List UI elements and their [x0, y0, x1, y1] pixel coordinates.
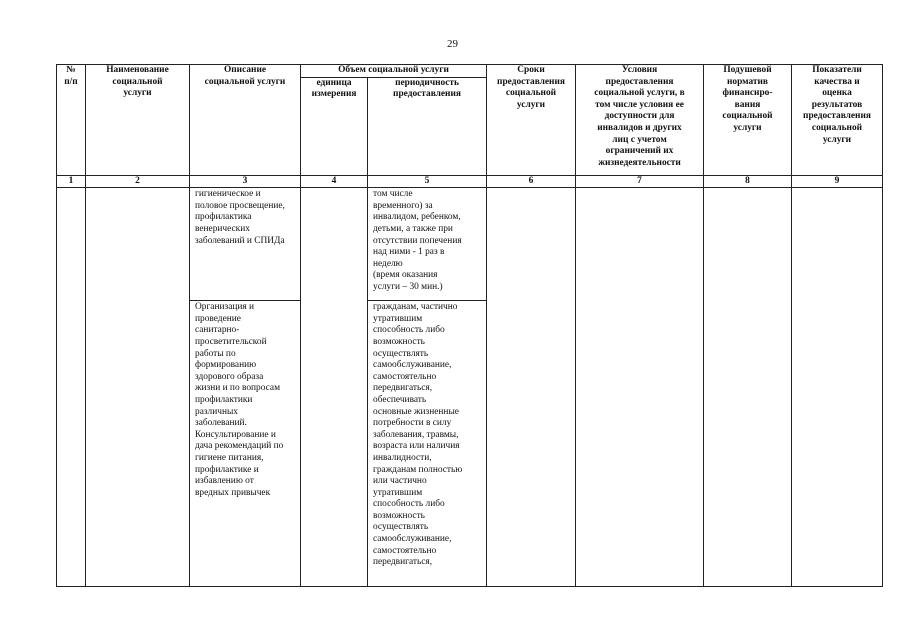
column-number: 3 [190, 175, 301, 188]
cell-quality [792, 188, 883, 587]
cell-financing [704, 188, 792, 587]
table-row [57, 188, 883, 301]
cell-periodicity: гражданам, частично утратившим способность либо возможность осуществлять самообслуживание, самостоятельно передвигаться, обеспечивать основные жизненные потребности в силу заболевания, травмы, возраста или наличия инвалидности, гражданам полностью или частично утратившим способность либо возможность осуществлять самообслуживание, самостоятельно передвигаться, [368, 301, 487, 587]
header-number: № п/п [57, 65, 86, 176]
column-number: 6 [487, 175, 576, 188]
column-number: 7 [576, 175, 704, 188]
header-volume-group: Объем социальной услуги [301, 65, 487, 78]
cell-description: Организация и проведение санитарно- просветительской работы по формированию здорового образа жизни и по вопросам профилактики различных заболеваний. Консультирование и дача рекомендаций по гигиене питания, профилактике и избавлению от вредных привычек [190, 301, 301, 587]
column-number: 9 [792, 175, 883, 188]
header-financing: Подушевой норматив финансиро- вания социальной услуги [704, 65, 792, 176]
column-number: 8 [704, 175, 792, 188]
services-table [56, 64, 883, 587]
cell-periodicity: том числе временного) за инвалидом, ребенком, детьми, а также при отсутствии попечения над ними - 1 раз в неделю (время оказания услуги – 30 мин.) [368, 188, 487, 301]
column-numbers-row [57, 175, 883, 188]
page-number: 29 [447, 38, 458, 50]
column-number: 2 [86, 175, 190, 188]
column-number: 5 [368, 175, 487, 188]
header-service-name: Наименование социальной услуги [86, 65, 190, 176]
header-description: Описание социальной услуги [190, 65, 301, 176]
header-periodicity: периодичность предоставления [368, 77, 487, 175]
header-terms: Сроки предоставления социальной услуги [487, 65, 576, 176]
cell-description: гигиеническое и половое просвещение, профилактика венерических заболеваний и СПИДа [190, 188, 301, 301]
header-unit: единица измерения [301, 77, 368, 175]
cell-number [57, 188, 86, 587]
cell-conditions [576, 188, 704, 587]
column-number: 4 [301, 175, 368, 188]
header-quality: Показатели качества и оценка результатов предоставления социальной услуги [792, 65, 883, 176]
cell-service-name [86, 188, 190, 587]
cell-unit [301, 188, 368, 587]
header-conditions: Условия предоставления социальной услуги, в том числе условия ее доступности для инвалидов и других лиц с учетом ограничений их жизнедеятельности [576, 65, 704, 176]
column-number: 1 [57, 175, 86, 188]
cell-terms [487, 188, 576, 587]
